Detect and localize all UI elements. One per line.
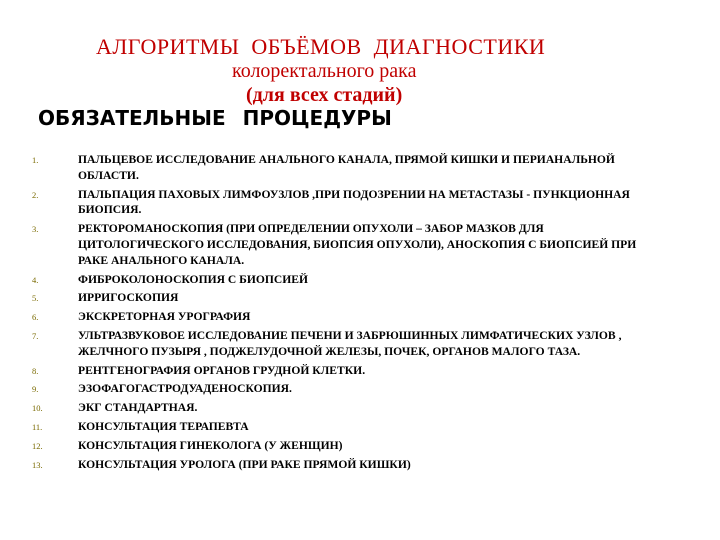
item-number: 11. [32,421,43,432]
item-text: ЭЗОФАГОГАСТРОДУАДЕНОСКОПИЯ. [78,382,292,396]
section-heading: ОБЯЗАТЕЛЬНЫЕ ПРОЦЕДУРЫ [38,106,392,130]
slide-title: АЛГОРИТМЫ ОБЪЁМОВ ДИАГНОСТИКИ [96,34,546,59]
item-number: 5. [32,293,39,304]
item-text: ПАЛЬЦЕВОЕ ИССЛЕДОВАНИЕ АНАЛЬНОГО КАНАЛА, ПРЯМОЙ КИШКИ И ПЕРИАНАЛЬНОЙ ОБЛАСТИ. [78,153,615,182]
list-item [0,438,720,454]
item-number: 9. [32,384,39,395]
list-item [0,457,720,473]
item-number: 13. [32,459,43,470]
list-item [0,400,720,416]
item-number: 8. [32,365,39,376]
item-number: 3. [32,224,39,235]
list-item [0,221,720,268]
item-text: КОНСУЛЬТАЦИЯ УРОЛОГА (ПРИ РАКЕ ПРЯМОЙ КИШКИ) [78,457,411,471]
item-text: УЛЬТРАЗВУКОВОЕ ИССЛЕДОВАНИЕ ПЕЧЕНИ И ЗАБРЮШИННЫХ ЛИМФАТИЧЕСКИХ УЗЛОВ , ЖЕЛЧНОГО ПУЗЫРЯ , ПОДЖЕЛУДОЧНОЙ ЖЕЛЕЗЫ, ПОЧЕК, ОРГАНОВ МАЛОГО ТАЗА. [78,328,622,358]
list-item [0,187,720,219]
item-text: КОНСУЛЬТАЦИЯ ГИНЕКОЛОГА (У ЖЕНЩИН) [78,438,343,452]
item-number: 2. [32,189,39,200]
item-text: ЭКГ СТАНДАРТНАЯ. [78,401,198,415]
item-number: 10. [32,403,43,414]
item-number: 4. [32,274,39,285]
procedure-list [0,152,720,475]
list-item [0,272,720,288]
item-text: РЕНТГЕНОГРАФИЯ ОРГАНОВ ГРУДНОЙ КЛЕТКИ. [78,363,366,377]
item-text: РЕКТОРОМАНОСКОПИЯ (ПРИ ОПРЕДЕЛЕНИИ ОПУХОЛИ – ЗАБОР МАЗКОВ ДЛЯ ЦИТОЛОГИЧЕСКОГО ИССЛЕДОВАНИЯ, БИОПСИЯ ОПУХОЛИ), АНОСКОПИЯ С БИОПСИЕЙ ПРИ РАКЕ АНАЛЬНОГО КАНАЛА. [78,222,637,267]
item-number: 6. [32,312,39,323]
item-text: ИРРИГОСКОПИЯ [78,291,179,305]
list-item [0,419,720,435]
list-item [0,152,720,184]
item-text: КОНСУЛЬТАЦИЯ ТЕРАПЕВТА [78,419,249,433]
list-item [0,328,720,360]
list-item [0,290,720,306]
list-item [0,363,720,379]
list-item [0,381,720,397]
item-number: 1. [32,155,39,165]
item-number: 12. [32,440,43,451]
slide-subtitle-stages: (для всех стадий) [246,84,403,106]
list-item [0,309,720,325]
item-text: ФИБРОКОЛОНОСКОПИЯ С БИОПСИЕЙ [78,272,309,286]
slide-subtitle: колоректального рака [232,60,417,82]
item-text: ЭКСКРЕТОРНАЯ УРОГРАФИЯ [78,310,251,324]
item-number: 7. [32,330,39,341]
item-text: ПАЛЬПАЦИЯ ПАХОВЫХ ЛИМФОУЗЛОВ ,ПРИ ПОДОЗРЕНИИ НА МЕТАСТАЗЫ - ПУНКЦИОННАЯ БИОПСИЯ. [78,187,630,217]
